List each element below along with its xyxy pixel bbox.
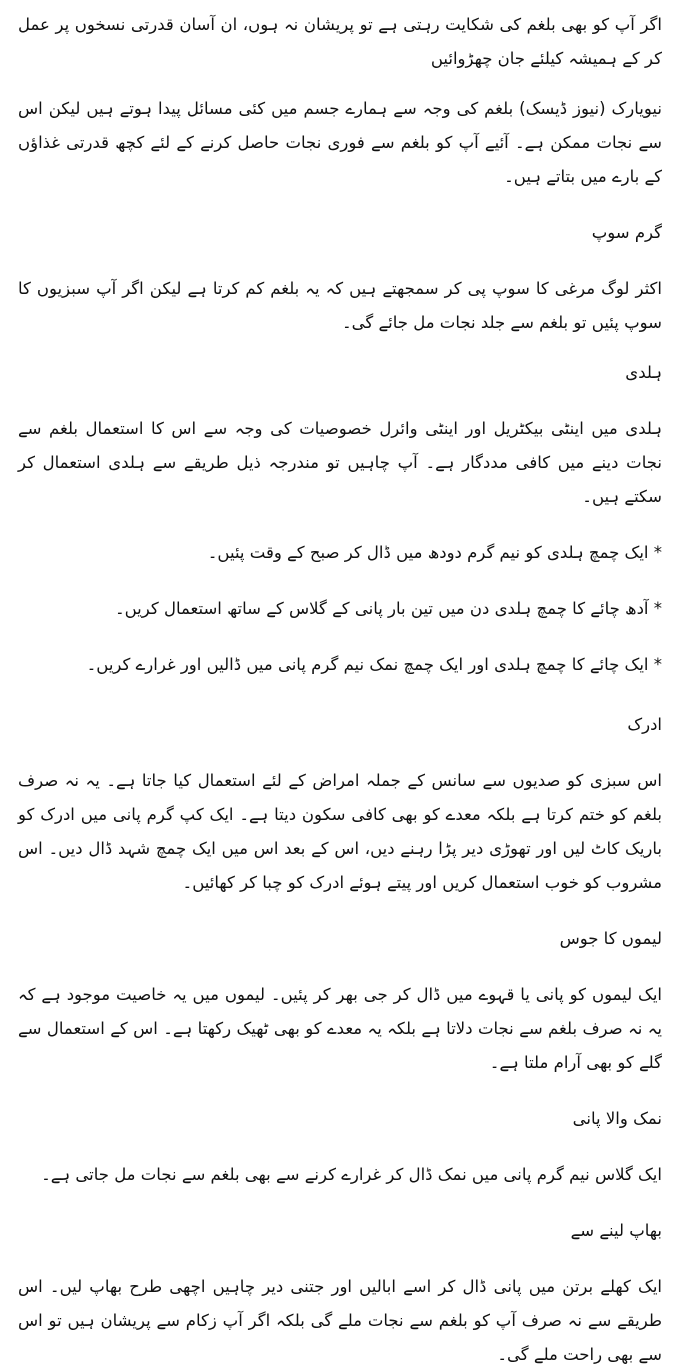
paragraph-lemon-juice: ایک لیموں کو پانی یا قہوے میں ڈال کر جی بھر کر پئیں۔ لیموں میں یہ خاصیت موجود ہے کہ یہ نہ صرف بلغم سے نجات دلاتا ہے بلکہ یہ معدے کو بھی ٹھیک رکھتا ہے۔ اس کے استعمال سے گلے کو بھی آرام ملتا ہے۔ (18, 985, 662, 1072)
subheading-lemon-juice: لیموں کا جوس (559, 929, 662, 948)
subheading-salt-water: نمک والا پانی (572, 1109, 662, 1128)
turmeric-tip-2: * آدھ چائے کا چمچ ہلدی دن میں تین بار پانی کے گلاس کے ساتھ استعمال کریں۔ (114, 599, 662, 618)
paragraph-ginger: اس سبزی کو صدیوں سے سانس کے جملہ امراض کے لئے استعمال کیا جاتا ہے۔ یہ نہ صرف بلغم کو ختم کرتا ہے بلکہ معدے کو بھی کافی سکون دیتا ہے۔ ایک کپ گرم پانی میں ادرک کو باریک کاٹ لیں اور تھوڑی دیر پڑا رہنے دیں، اس کے بعد اس میں ایک چمچ شہد ڈال دیں۔ اس مشروب کو خوب استعمال کریں اور پیتے ہوئے ادرک کو چبا کر کھائیں۔ (18, 771, 662, 892)
subheading-steam: بھاپ لینے سے (570, 1221, 662, 1240)
paragraph-salt-water: ایک گلاس نیم گرم پانی میں نمک ڈال کر غرارے کرنے سے بھی بلغم سے نجات مل جاتی ہے۔ (41, 1165, 662, 1184)
paragraph-steam: ایک کھلے برتن میں پانی ڈال کر اسے ابالیں اور جتنی دیر چاہیں اچھی طرح بھاپ لیں۔ اس طریقے سے نہ صرف آپ کو بلغم سے نجات ملے گی بلکہ اگر آپ زکام سے پریشان ہیں تو اس سے بھی راحت ملے گی۔ (18, 1277, 662, 1364)
subheading-turmeric: ہلدی (625, 363, 662, 382)
paragraph-turmeric: ہلدی میں اینٹی بیکٹریل اور اینٹی وائرل خصوصیات کی وجہ سے اس کا استعمال بلغم سے نجات دینے میں کافی مددگار ہے۔ آپ چاہیں تو مندرجہ ذیل طریقے سے ہلدی استعمال کر سکتے ہیں۔ (18, 419, 662, 506)
subheading-hot-soup: گرم سوپ (591, 223, 662, 242)
subheading-ginger: ادرک (627, 715, 662, 734)
article-lead: نیویارک (نیوز ڈیسک) بلغم کی وجہ سے ہمارے جسم میں کئی مسائل پیدا ہوتے ہیں لیکن اس سے نجات ممکن ہے۔ آئیے آپ کو بلغم سے فوری نجات حاصل کرنے کے لئے کچھ قدرتی غذاؤں کے بارے میں بتاتے ہیں۔ (18, 99, 662, 186)
article-intro: اگر آپ کو بھی بلغم کی شکایت رہتی ہے تو پریشان نہ ہوں، ان آسان قدرتی نسخوں پر عمل کر کے ہمیشہ کیلئے جان چھڑوائیں (18, 15, 662, 68)
paragraph-hot-soup: اکثر لوگ مرغی کا سوپ پی کر سمجھتے ہیں کہ یہ بلغم کم کرتا ہے لیکن اگر آپ سبزیوں کا سوپ پئیں تو بلغم سے جلد نجات مل جائے گی۔ (18, 279, 662, 332)
turmeric-tip-1: * ایک چمچ ہلدی کو نیم گرم دودھ میں ڈال کر صبح کے وقت پئیں۔ (207, 543, 662, 562)
turmeric-tip-3: * ایک چائے کا چمچ ہلدی اور ایک چمچ نمک نیم گرم پانی میں ڈالیں اور غرارے کریں۔ (86, 655, 662, 674)
